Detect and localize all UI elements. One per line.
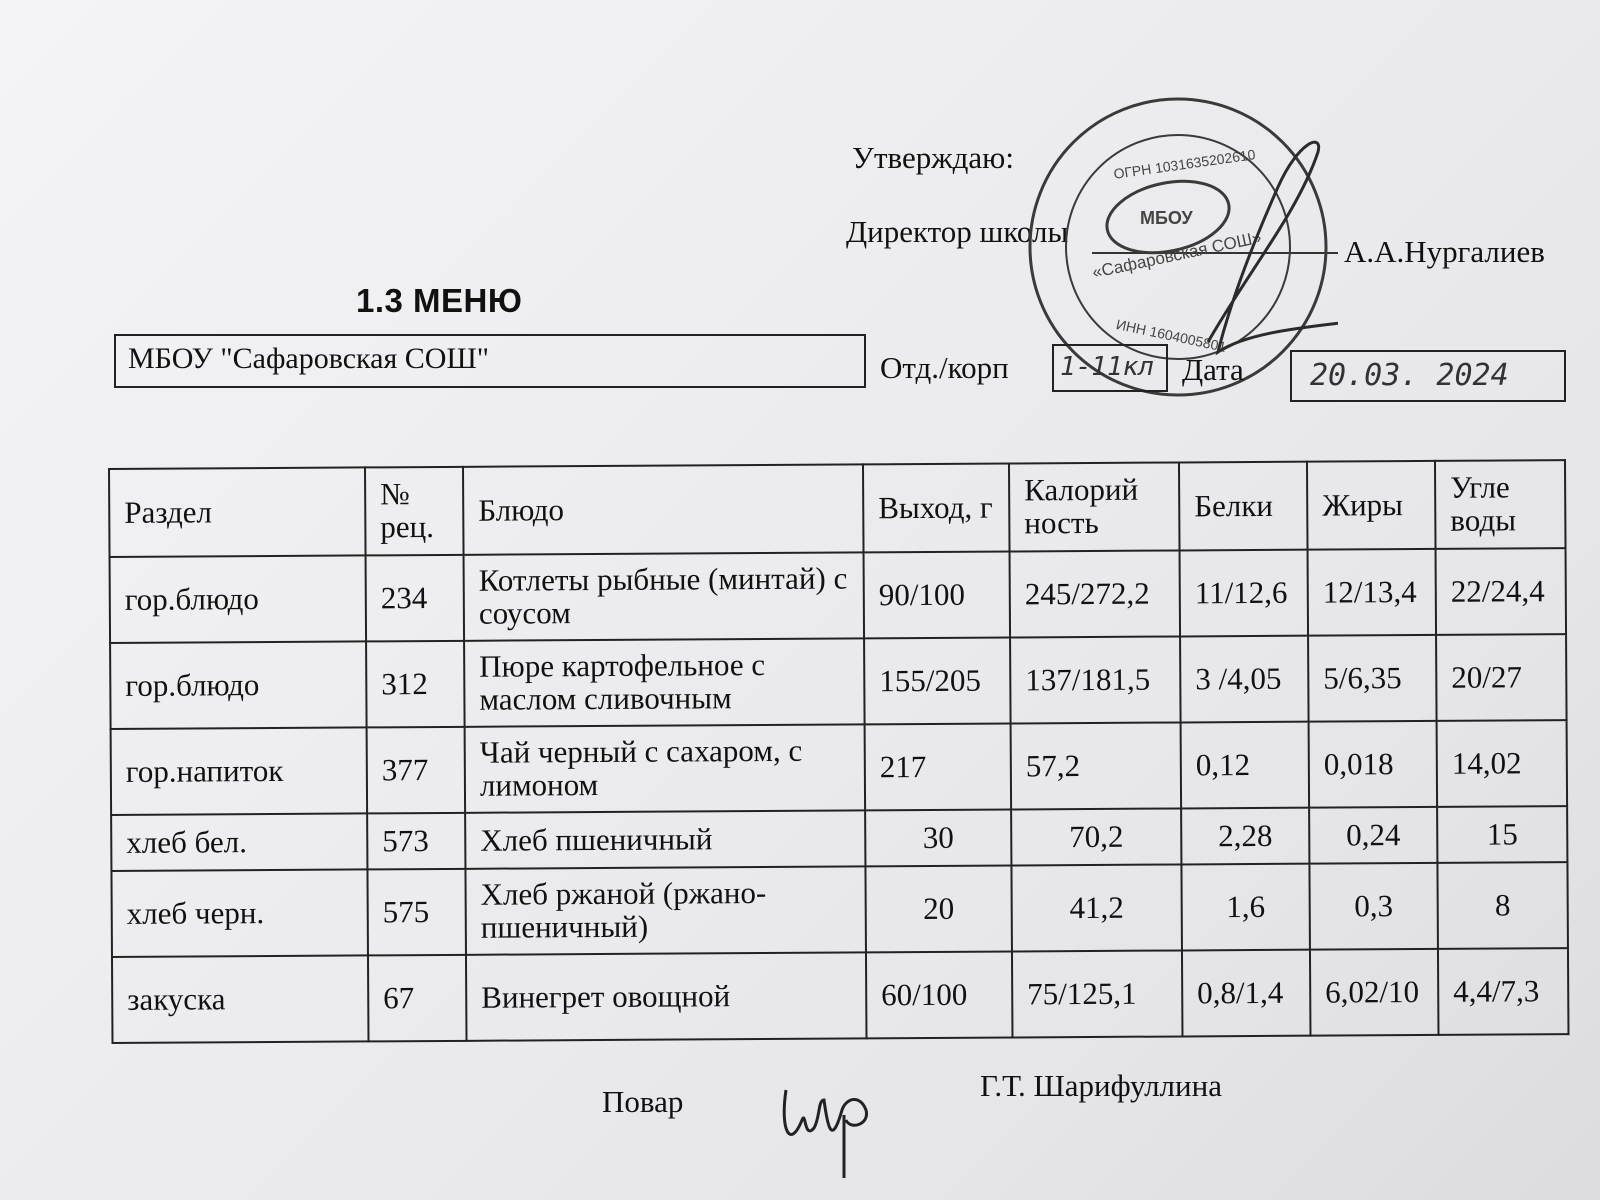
table-cell: 2,28: [1181, 808, 1309, 865]
date-value: 20.03. 2024: [1310, 358, 1509, 393]
table-cell: гор.напиток: [111, 727, 368, 815]
table-row: [110, 634, 1566, 729]
column-header: Блюдо: [463, 464, 864, 554]
table-cell: 22/24,4: [1436, 548, 1567, 635]
table-cell: 3 /4,05: [1180, 636, 1309, 723]
table-cell: 70,2: [1011, 808, 1181, 865]
column-header: № рец.: [365, 467, 464, 556]
table-cell: Котлеты рыбные (минтай) с соусом: [464, 552, 865, 640]
table-cell: Хлеб пшеничный: [465, 810, 865, 868]
table-cell: 20/27: [1436, 634, 1567, 721]
table-row: [110, 548, 1566, 643]
column-header: Раздел: [109, 467, 366, 557]
table-cell: Чай черный с сахаром, с лимоном: [465, 724, 866, 812]
column-header: Выход, г: [863, 463, 1010, 552]
table-cell: гор.блюдо: [110, 641, 367, 729]
table-cell: 245/272,2: [1010, 550, 1181, 637]
table-cell: 0,8/1,4: [1182, 950, 1311, 1037]
svg-text:ИНН 1604005801: ИНН 1604005801: [1114, 315, 1228, 355]
table-cell: 20: [865, 865, 1012, 952]
table-header-row: [109, 460, 1566, 557]
svg-text:«Сафаровская СОШ»: «Сафаровская СОШ»: [1090, 227, 1264, 283]
table-cell: хлеб бел.: [111, 813, 367, 871]
table-cell: 312: [366, 641, 465, 728]
table-cell: 573: [367, 813, 465, 870]
table-cell: 0,3: [1309, 863, 1438, 950]
table-cell: 0,12: [1181, 722, 1310, 809]
svg-text:ОГРН 1031635202610: ОГРН 1031635202610: [1112, 146, 1257, 182]
table-cell: 75/125,1: [1012, 950, 1183, 1037]
table-cell: 14,02: [1437, 720, 1568, 807]
dept-label: Отд./корп: [880, 350, 1009, 385]
dept-value: 1-11кл: [1060, 352, 1154, 382]
director-label: Директор школы: [846, 214, 1069, 249]
table-cell: 1,6: [1181, 864, 1310, 951]
table-cell: 11/12,6: [1180, 550, 1309, 637]
table-cell: 67: [368, 955, 467, 1042]
table-row: [112, 948, 1568, 1043]
table-cell: 90/100: [864, 551, 1011, 638]
table-row: [111, 806, 1567, 871]
cook-signature: [780, 1070, 880, 1180]
dept-value-box: [1052, 344, 1168, 392]
table-cell: 4,4/7,3: [1438, 948, 1569, 1035]
table-cell: 6,02/10: [1310, 949, 1439, 1036]
table-cell: 575: [367, 869, 466, 956]
table-cell: 0,018: [1309, 721, 1438, 808]
svg-text:МБОУ: МБОУ: [1140, 208, 1193, 228]
menu-table: [108, 459, 1569, 1044]
column-header: Белки: [1179, 462, 1308, 551]
table-cell: 30: [865, 809, 1011, 866]
director-name: А.А.Нургалиев: [1344, 234, 1545, 269]
table-cell: Хлеб ржаной (ржано-пшеничный): [465, 866, 866, 954]
school-name: МБОУ "Сафаровская СОШ": [128, 342, 489, 375]
table-row: [111, 720, 1567, 815]
table-cell: 5/6,35: [1308, 635, 1437, 722]
table-cell: 15: [1437, 806, 1567, 863]
table-cell: 57,2: [1011, 722, 1182, 809]
table-cell: хлеб черн.: [111, 869, 368, 957]
approve-label: Утверждаю:: [852, 140, 1014, 175]
table-cell: 8: [1437, 862, 1568, 949]
table-cell: 12/13,4: [1308, 549, 1437, 636]
date-value-box: [1290, 350, 1566, 402]
table-cell: 234: [366, 555, 465, 642]
cook-name: Г.Т. Шарифуллина: [980, 1068, 1222, 1103]
column-header: Угле воды: [1435, 460, 1566, 549]
table-cell: 41,2: [1011, 864, 1182, 951]
cook-label: Повар: [602, 1084, 684, 1119]
table-cell: 377: [367, 727, 466, 814]
table-cell: закуска: [112, 955, 369, 1043]
date-label: Дата: [1182, 352, 1244, 387]
table-cell: Винегрет овощной: [466, 952, 867, 1040]
page-title: 1.3 МЕНЮ: [356, 282, 523, 319]
table-cell: 137/181,5: [1010, 636, 1181, 723]
table-cell: 0,24: [1309, 807, 1437, 864]
school-name-box: [114, 334, 866, 388]
table-cell: гор.блюдо: [110, 555, 367, 643]
table-row: [111, 862, 1567, 957]
column-header: Калорий ность: [1009, 462, 1180, 551]
table-cell: 60/100: [866, 951, 1013, 1038]
table-cell: 217: [865, 723, 1012, 810]
column-header: Жиры: [1307, 461, 1436, 550]
table-cell: 155/205: [864, 637, 1011, 724]
table-cell: Пюре картофельное с маслом сливочным: [464, 638, 865, 726]
